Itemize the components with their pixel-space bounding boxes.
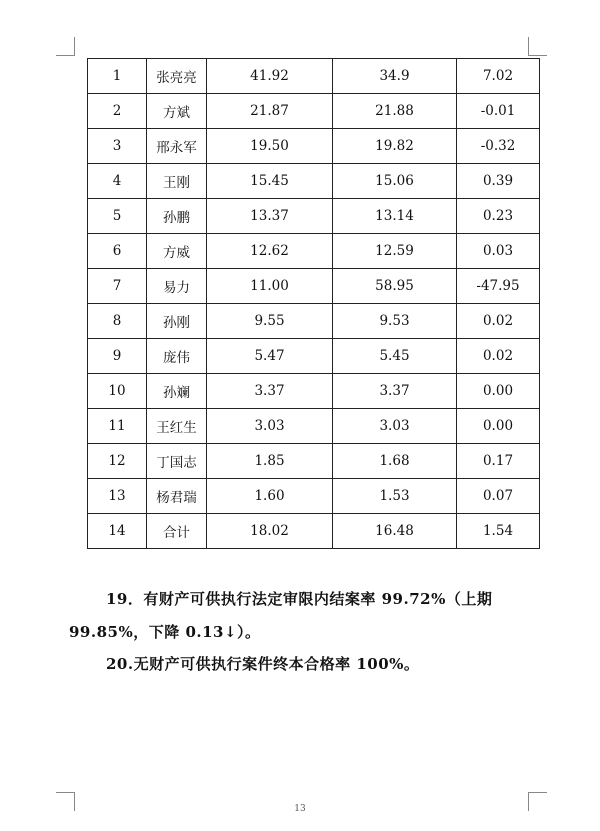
row-index-cell: 5 [88, 199, 147, 234]
table-row [88, 374, 540, 409]
row-index-cell: 1 [88, 59, 147, 94]
crop-mark-top-right [528, 37, 547, 56]
table-row [88, 479, 540, 514]
change-cell: -0.01 [457, 94, 540, 129]
previous-value-cell: 19.82 [333, 129, 457, 164]
row-index-cell: 6 [88, 234, 147, 269]
current-value-cell: 41.92 [207, 59, 333, 94]
judge-statistics-table [87, 58, 540, 549]
change-cell: 0.00 [457, 374, 540, 409]
name-cell: 庞伟 [147, 339, 207, 374]
previous-value-cell: 1.53 [333, 479, 457, 514]
name-cell: 邢永军 [147, 129, 207, 164]
table-row [88, 199, 540, 234]
table-row [88, 409, 540, 444]
table-row [88, 304, 540, 339]
previous-value-cell: 16.48 [333, 514, 457, 549]
name-cell: 王红生 [147, 409, 207, 444]
previous-value-cell: 34.9 [333, 59, 457, 94]
previous-value-cell: 21.88 [333, 94, 457, 129]
row-index-cell: 7 [88, 269, 147, 304]
change-cell: 0.03 [457, 234, 540, 269]
previous-value-cell: 3.03 [333, 409, 457, 444]
row-index-cell: 12 [88, 444, 147, 479]
name-cell: 孙鹏 [147, 199, 207, 234]
previous-value-cell: 13.14 [333, 199, 457, 234]
current-value-cell: 3.37 [207, 374, 333, 409]
table-row [88, 444, 540, 479]
table-row [88, 59, 540, 94]
name-cell: 易力 [147, 269, 207, 304]
row-index-cell: 10 [88, 374, 147, 409]
table-row [88, 234, 540, 269]
previous-value-cell: 15.06 [333, 164, 457, 199]
previous-value-cell: 3.37 [333, 374, 457, 409]
table-row [88, 514, 540, 549]
paragraph-19-line-1: 19．有财产可供执行法定审限内结案率 99.72%（上期 [106, 590, 493, 608]
current-value-cell: 1.85 [207, 444, 333, 479]
change-cell: 0.02 [457, 339, 540, 374]
current-value-cell: 12.62 [207, 234, 333, 269]
name-cell: 王刚 [147, 164, 207, 199]
row-index-cell: 9 [88, 339, 147, 374]
row-index-cell: 3 [88, 129, 147, 164]
page-number: 13 [294, 804, 306, 814]
current-value-cell: 1.60 [207, 479, 333, 514]
row-index-cell: 13 [88, 479, 147, 514]
previous-value-cell: 1.68 [333, 444, 457, 479]
paragraph-19-line-2: 99.85%，下降 0.13↓）。 [69, 623, 261, 641]
name-cell: 方威 [147, 234, 207, 269]
previous-value-cell: 9.53 [333, 304, 457, 339]
crop-mark-top-left [56, 37, 75, 56]
table-row [88, 339, 540, 374]
name-cell: 孙刚 [147, 304, 207, 339]
table-row [88, 94, 540, 129]
current-value-cell: 11.00 [207, 269, 333, 304]
previous-value-cell: 5.45 [333, 339, 457, 374]
row-index-cell: 8 [88, 304, 147, 339]
change-cell: 0.02 [457, 304, 540, 339]
paragraph-20: 20.无财产可供执行案件终本合格率 100%。 [106, 655, 420, 673]
name-cell: 杨君瑞 [147, 479, 207, 514]
current-value-cell: 13.37 [207, 199, 333, 234]
change-cell: 1.54 [457, 514, 540, 549]
row-index-cell: 4 [88, 164, 147, 199]
name-cell: 张亮亮 [147, 59, 207, 94]
name-cell: 方斌 [147, 94, 207, 129]
change-cell: -47.95 [457, 269, 540, 304]
change-cell: 0.17 [457, 444, 540, 479]
current-value-cell: 3.03 [207, 409, 333, 444]
row-index-cell: 14 [88, 514, 147, 549]
current-value-cell: 18.02 [207, 514, 333, 549]
row-index-cell: 11 [88, 409, 147, 444]
change-cell: -0.32 [457, 129, 540, 164]
current-value-cell: 9.55 [207, 304, 333, 339]
change-cell: 0.00 [457, 409, 540, 444]
name-cell: 孙斓 [147, 374, 207, 409]
current-value-cell: 21.87 [207, 94, 333, 129]
change-cell: 7.02 [457, 59, 540, 94]
name-cell: 丁国志 [147, 444, 207, 479]
name-cell: 合计 [147, 514, 207, 549]
table-row [88, 164, 540, 199]
previous-value-cell: 58.95 [333, 269, 457, 304]
change-cell: 0.07 [457, 479, 540, 514]
current-value-cell: 5.47 [207, 339, 333, 374]
current-value-cell: 19.50 [207, 129, 333, 164]
table-body [88, 59, 540, 549]
change-cell: 0.23 [457, 199, 540, 234]
row-index-cell: 2 [88, 94, 147, 129]
change-cell: 0.39 [457, 164, 540, 199]
previous-value-cell: 12.59 [333, 234, 457, 269]
current-value-cell: 15.45 [207, 164, 333, 199]
table-row [88, 269, 540, 304]
table-row [88, 129, 540, 164]
